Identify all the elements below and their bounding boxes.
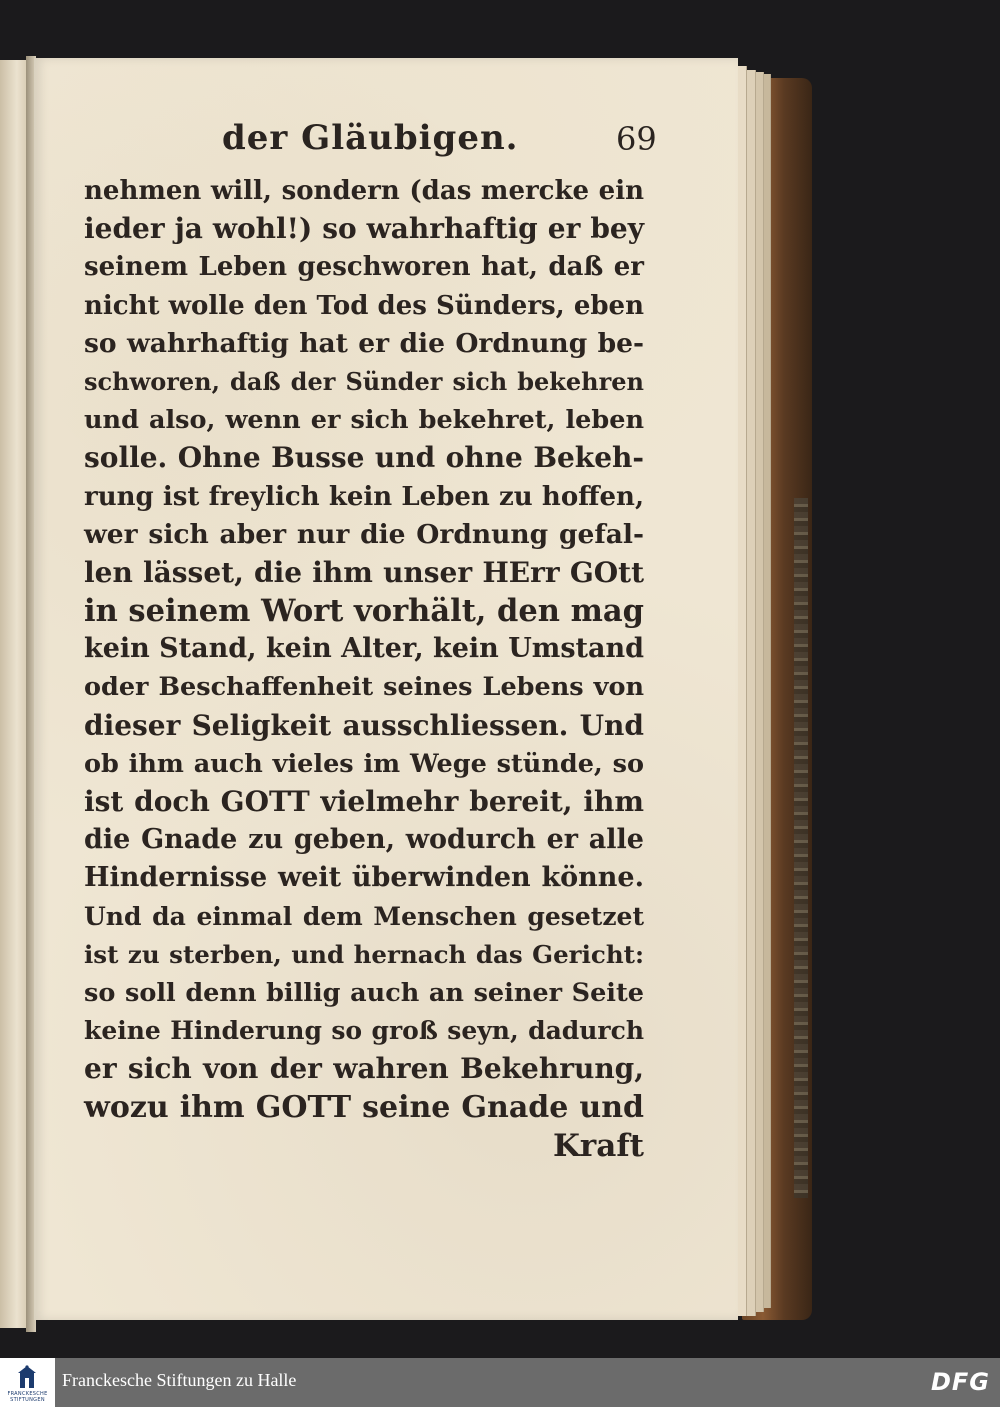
text-line: oder Beschaffenheit seines Lebens von xyxy=(84,672,644,703)
text-line: ist zu sterben, und hernach das Gericht: xyxy=(84,939,644,969)
franckesche-logo[interactable] xyxy=(0,1358,55,1407)
text-line: die Gnade zu geben, wodurch er alle xyxy=(84,824,644,856)
catchword: Kraft xyxy=(552,1127,644,1164)
viewer-footer xyxy=(0,1358,1000,1407)
text-line: schworen, daß der Sünder sich bekehren xyxy=(84,366,644,396)
text-line: ob ihm auch vieles im Wege stünde, so xyxy=(84,748,644,779)
text-line: len lässet, die ihm unser HErr GOtt xyxy=(84,555,644,589)
text-line: so soll denn billig auch an seiner Seite xyxy=(84,977,644,1008)
text-line: und also, wenn er sich bekehret, leben xyxy=(84,405,644,436)
page-edge xyxy=(755,72,764,1312)
cover-texture xyxy=(794,498,808,1198)
text-line: Hindernisse weit überwinden könne. xyxy=(84,862,644,894)
text-line: seinem Leben geschworen hat, daß er xyxy=(84,252,644,283)
running-head xyxy=(34,118,738,178)
text-line: er sich von der wahren Bekehrung, xyxy=(84,1052,644,1086)
page-edge xyxy=(746,70,756,1316)
text-line: so wahrhaftig hat er die Ordnung be- xyxy=(84,327,644,359)
running-title: der Gläubigen. xyxy=(222,118,519,158)
text-line: wer sich aber nur die Ordnung gefal- xyxy=(84,518,644,550)
text-line: solle. Ohne Busse und ohne Bekeh- xyxy=(84,441,644,475)
text-line: dieser Seligkeit ausschliessen. Und xyxy=(84,708,644,742)
text-line: Und da einmal dem Menschen gesetzet xyxy=(84,901,644,931)
text-line: nicht wolle den Tod des Sünders, eben xyxy=(84,290,644,321)
text-line: nehmen will, sondern (das mercke ein xyxy=(84,176,644,206)
facing-page-sliver xyxy=(0,60,28,1328)
text-line: wozu ihm GOTT seine Gnade und xyxy=(84,1089,644,1125)
book-page xyxy=(34,58,738,1320)
body-text xyxy=(84,172,644,1165)
institution-name[interactable]: Franckesche Stiftungen zu Halle xyxy=(62,1370,297,1390)
dfg-logo[interactable]: DFG xyxy=(930,1368,990,1396)
text-line: ieder ja wohl!) so wahrhaftig er bey xyxy=(84,212,644,246)
institution-emblem-icon xyxy=(16,1364,38,1390)
text-line: ist doch GOTT vielmehr bereit, ihm xyxy=(84,785,644,818)
text-line: rung ist freylich kein Leben zu hoffen, xyxy=(84,481,644,512)
text-line: in seinem Wort vorhält, den mag xyxy=(84,593,644,630)
text-line: kein Stand, kein Alter, kein Umstand xyxy=(84,633,644,665)
page-number: 69 xyxy=(616,120,657,158)
text-line: keine Hinderung so groß seyn, dadurch xyxy=(84,1016,644,1046)
page-edge xyxy=(763,74,771,1308)
logo-text: FRANCKESCHE STIFTUNGEN xyxy=(7,1391,48,1403)
